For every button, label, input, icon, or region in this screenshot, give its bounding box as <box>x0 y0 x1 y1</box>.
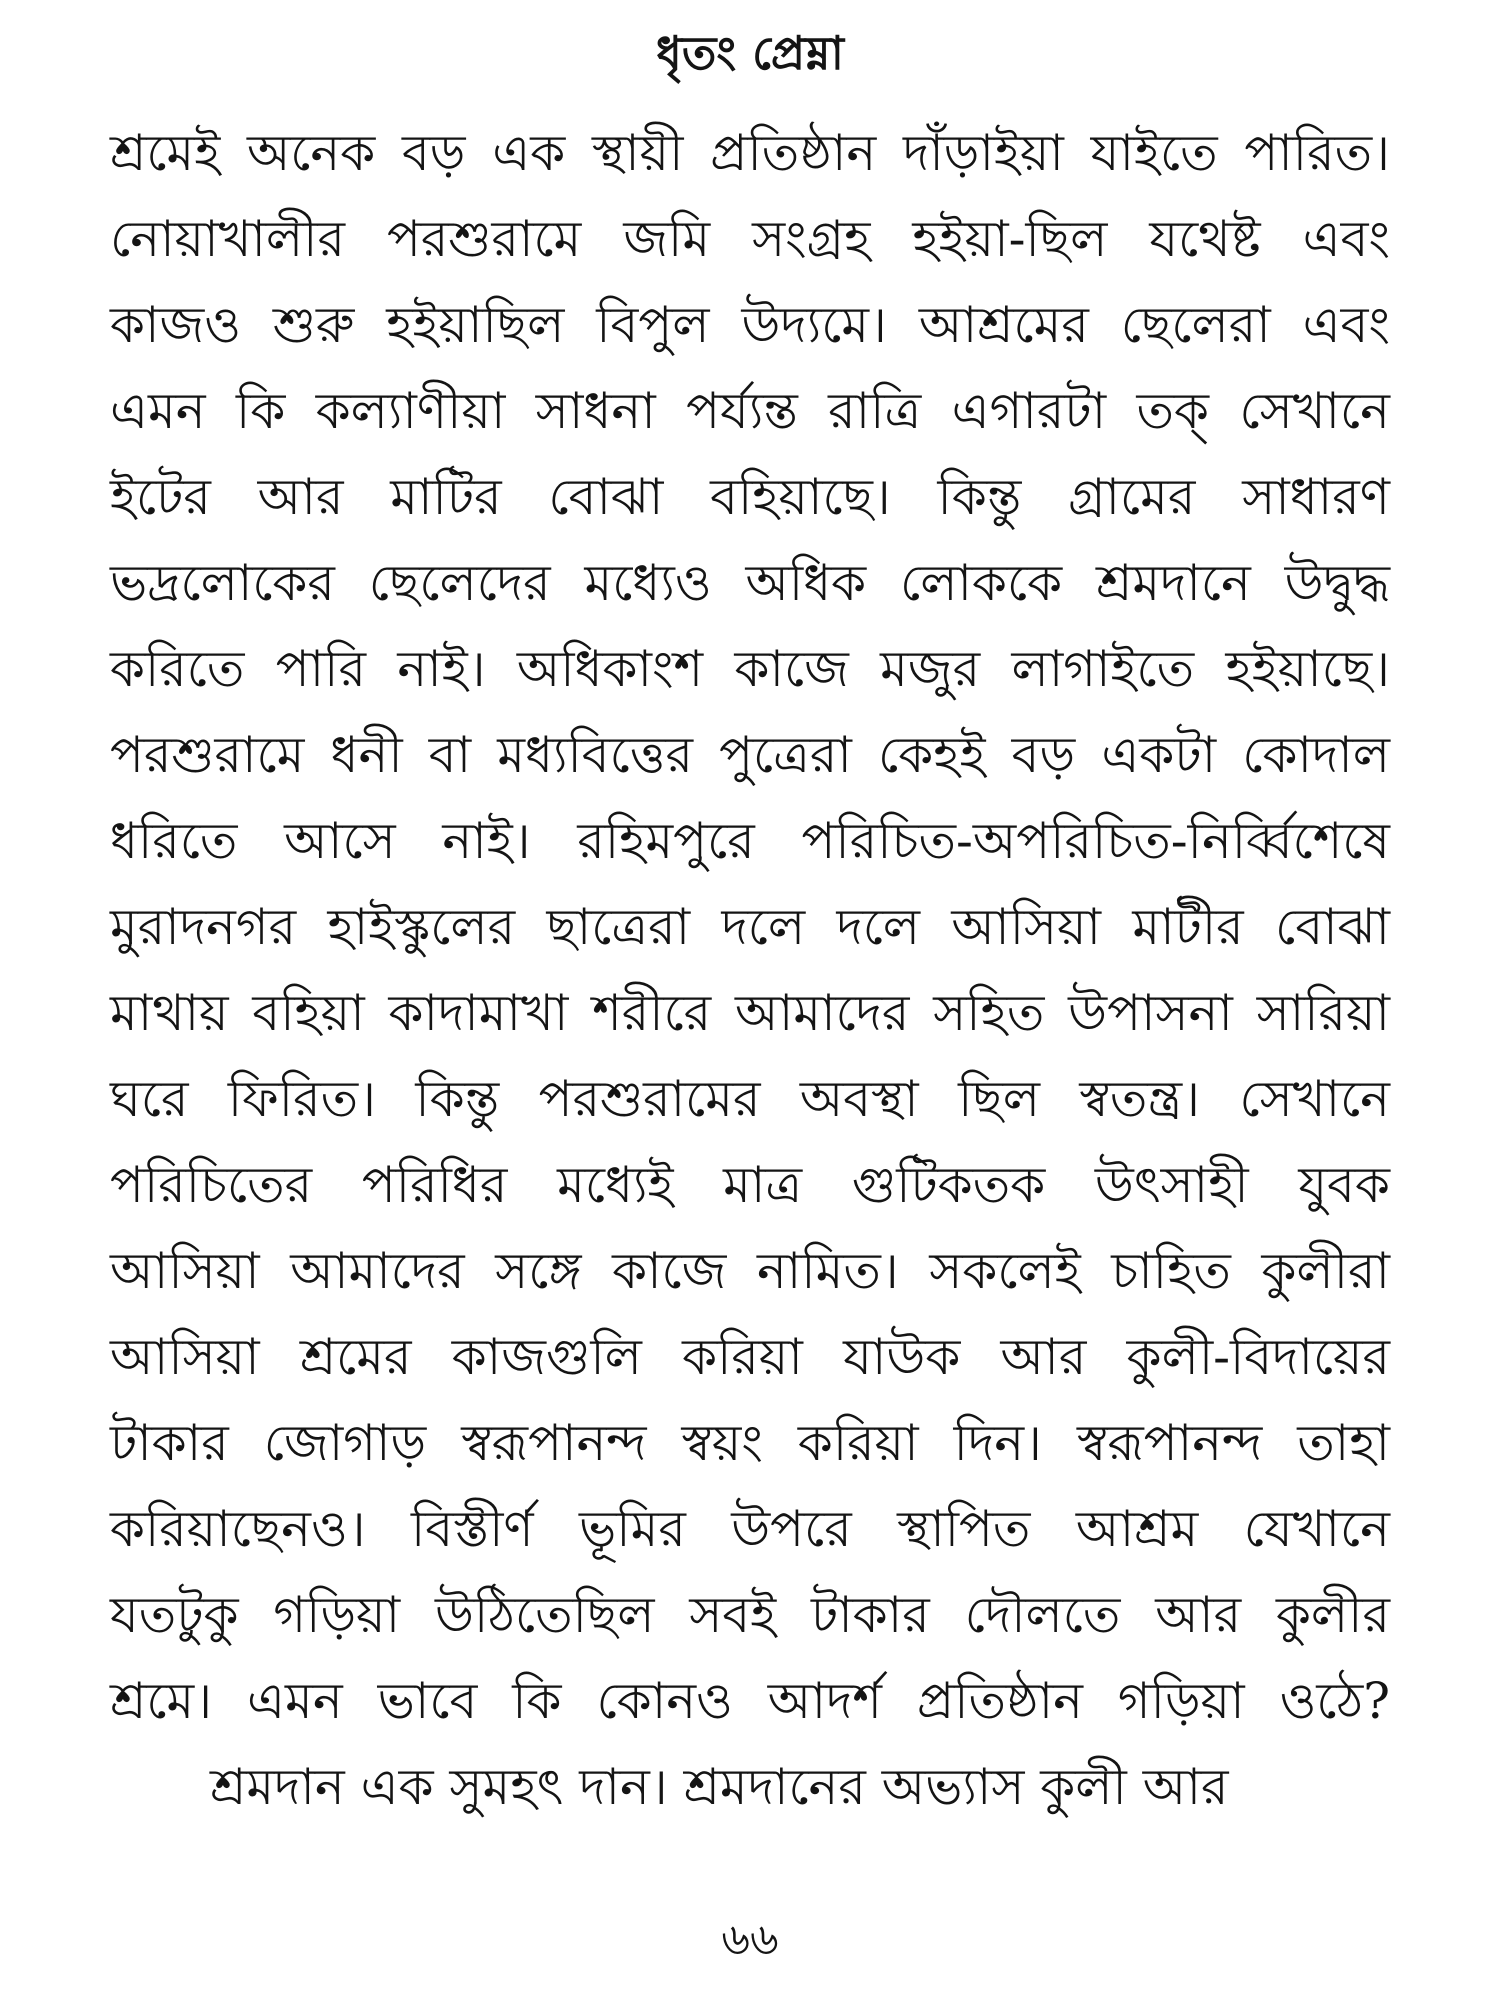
text-line: করিয়াছেনও। বিস্তীর্ণ ভূমির উপরে স্থাপিত আশ্রম যেখানে <box>110 1500 1390 1558</box>
paragraph-start-line: শ্রমদান এক সুমহৎ দান। শ্রমদানের অভ্যাস কুলী আর <box>210 1758 1229 1816</box>
text-line: করিতে পারি নাই। অধিকাংশ কাজে মজুর লাগাইতে হইয়াছে। <box>110 640 1390 698</box>
running-head-title: ধৃতং প্রেম্না <box>656 26 844 80</box>
text-line: আসিয়া আমাদের সঙ্গে কাজে নামিত। সকলেই চাহিত কুলীরা <box>110 1242 1390 1300</box>
text-line: টাকার জোগাড় স্বরূপানন্দ স্বয়ং করিয়া দিন। স্বরূপানন্দ তাহা <box>110 1414 1390 1472</box>
text-line: শ্রমে। এমন ভাবে কি কোনও আদর্শ প্রতিষ্ঠান গড়িয়া ওঠে? <box>110 1672 1390 1730</box>
text-line: নোয়াখালীর পরশুরামে জমি সংগ্রহ হইয়া-ছিল যথেষ্ট এবং <box>110 210 1390 268</box>
text-line: মুরাদনগর হাইস্কুলের ছাত্রেরা দলে দলে আসিয়া মাটীর বোঝা <box>110 898 1390 956</box>
body-text <box>110 110 1390 1830</box>
text-line: ইটের আর মাটির বোঝা বহিয়াছে। কিন্তু গ্রামের সাধারণ <box>110 468 1390 526</box>
text-line: পরশুরামে ধনী বা মধ্যবিত্তের পুত্রেরা কেহই বড় একটা কোদাল <box>110 726 1390 784</box>
text-line: ঘরে ফিরিত। কিন্তু পরশুরামের অবস্থা ছিল স্বতন্ত্র। সেখানে <box>110 1070 1390 1128</box>
text-line: মাথায় বহিয়া কাদামাখা শরীরে আমাদের সহিত উপাসনা সারিয়া <box>110 984 1390 1042</box>
text-line: এমন কি কল্যাণীয়া সাধনা পর্য্যন্ত রাত্রি এগারটা তক্‌ সেখানে <box>110 382 1390 440</box>
text-line: ভদ্রলোকের ছেলেদের মধ্যেও অধিক লোককে শ্রমদানে উদ্বুদ্ধ <box>110 554 1390 612</box>
page-number: ৬৬ <box>721 1914 779 1965</box>
text-line: আসিয়া শ্রমের কাজগুলি করিয়া যাউক আর কুলী-বিদায়ের <box>110 1328 1390 1386</box>
text-line: কাজও শুরু হইয়াছিল বিপুল উদ্যমে। আশ্রমের ছেলেরা এবং <box>110 296 1390 354</box>
text-line: শ্রমেই অনেক বড় এক স্থায়ী প্রতিষ্ঠান দাঁড়াইয়া যাইতে পারিত। <box>110 124 1390 182</box>
text-line: যতটুকু গড়িয়া উঠিতেছিল সবই টাকার দৌলতে আর কুলীর <box>110 1586 1390 1644</box>
text-line: ধরিতে আসে নাই। রহিমপুরে পরিচিত-অপরিচিত-নির্ব্বিশেষে <box>110 812 1390 870</box>
text-line: পরিচিতের পরিধির মধ্যেই মাত্র গুটিকতক উৎসাহী যুবক <box>110 1156 1390 1214</box>
